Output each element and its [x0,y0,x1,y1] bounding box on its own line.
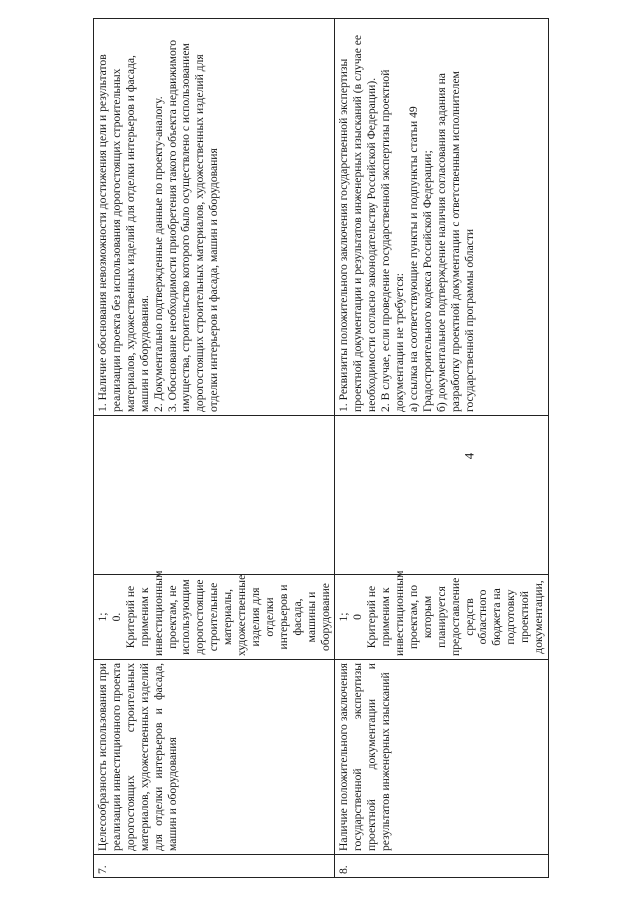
score-note: Критерий не применим к инвестиционным проектам, по которым планируется предоставление средств областного бюджета на подготовку проектной документации, [365,570,546,656]
criteria-table-page [93,18,546,878]
document-item: а) ссылка на соответствующие пункты и подпункты статьи 49 Градостроительного кодекса Российской Федерации; [406,106,434,412]
documents-cell [94,19,335,416]
score-value: 0 [351,614,365,620]
empty-cell [335,416,549,575]
score-cell [335,570,549,660]
table-row [94,19,335,878]
criterion-cell: Наличие положительного заключения государственной экспертизы проектной документации и результатов инженерных изысканий [335,660,549,855]
document-item: 1. Реквизиты положительного заключения государственной экспертизы проектной документации и результатов инженерных изысканий (в случае ее необходимости согласно законодательству Российской Федерации). [337,34,379,412]
criterion-cell: Целесообразность использования при реализации инвестиционного проекта дорогостоящих строительных материалов, художественных изделий для отделки интерьеров и фасада, машин и оборудования [94,660,335,855]
document-item: б) документальное подтверждение наличия согласования задания на разработку проектной документации с ответственным исполнителем государственной программы области [434,71,476,412]
score-cell [94,570,335,660]
score-value: 1; [337,612,351,622]
criteria-table [93,18,549,878]
page-number: 4 [461,452,477,460]
score-value: 0. [109,612,123,622]
document-item: 2. В случае, если проведение государственной экспертизы проектной документации не требуется: [379,69,407,412]
score-note: Критерий не применим к инвестиционным проектам, не использующим дорогостоящие строительные материалы, художественные изделия для отделки интерьеров и фасада, машины и оборудование [123,570,332,656]
score-value: 1; [96,612,109,622]
table-row [335,19,549,878]
row-number: 8. [335,855,549,878]
row-number: 7. [94,855,335,878]
empty-cell [94,416,335,575]
document-item: 1. Наличие обоснования невозможности достижения цели и результатов реализации проекта без использования дорогостоящих строительных материалов, художественных изделий для отделки интерьеров и фасада, машин и оборудования. [96,54,151,412]
documents-cell [335,19,549,416]
document-item: 3. Обоснование необходимости приобретения такого объекта недвижимого имущества, строительство которого было осуществлено с использованием дорогостоящих строительных материалов, художественных изделий для отделки интерьеров и фасада, машин и оборудования [165,39,221,412]
document-item: 2. Документально подтвержденные данные по проекту-аналогу. [151,96,165,412]
